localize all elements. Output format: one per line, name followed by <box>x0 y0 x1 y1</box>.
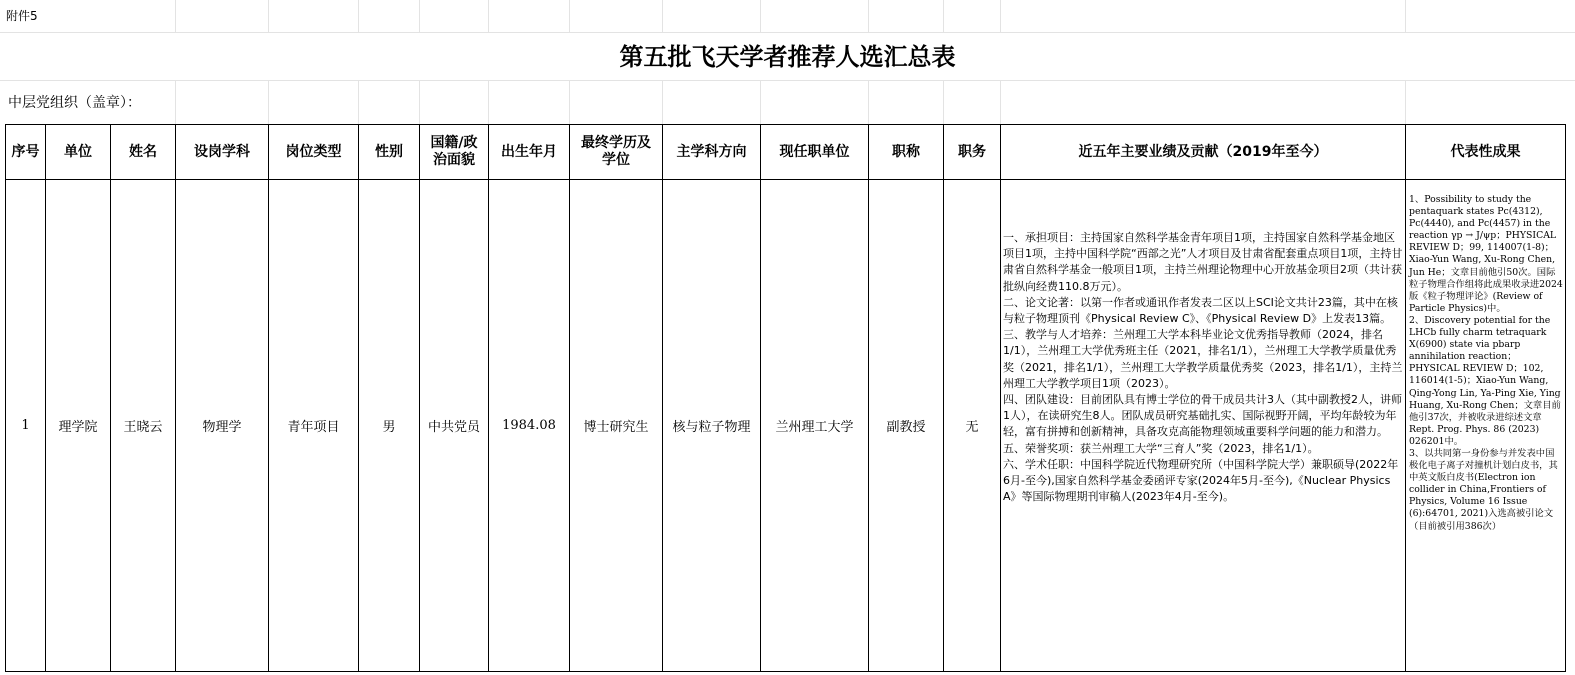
grid-line <box>662 0 663 32</box>
cell-representative-outputs <box>1406 180 1566 672</box>
header-gender: 性别 <box>359 125 420 180</box>
grid-line <box>358 0 359 32</box>
cell-degree: 博士研究生 <box>570 180 663 672</box>
grid-line <box>268 0 269 32</box>
cell-achievements <box>1001 180 1406 672</box>
grid-line <box>943 80 944 124</box>
achievement-paragraph: 三、教学与人才培养：兰州理工大学本科毕业论文优秀指导教师（2024，排名1/1），兰州理工大学优秀班主任（2021，排名1/1），兰州理工大学教学质量优秀奖（2021，排名1/1），兰州理工大学教学质量优秀奖（2023，排名1/1），主持兰州理工大学教学项目1项（2023）。 <box>1003 328 1403 390</box>
grid-line <box>868 80 869 124</box>
header-discipline: 设岗学科 <box>176 125 269 180</box>
candidate-summary-table <box>5 124 1566 672</box>
achievement-paragraph: 五、荣誉奖项：获兰州理工大学“三育人”奖（2023，排名1/1）。 <box>1003 441 1319 455</box>
cell-field: 核与粒子物理 <box>663 180 761 672</box>
header-employer: 现任职单位 <box>761 125 869 180</box>
grid-line <box>1000 80 1001 124</box>
grid-line <box>175 0 176 32</box>
grid-line <box>943 0 944 32</box>
grid-line <box>268 80 269 124</box>
cell-unit: 理学院 <box>46 180 111 672</box>
grid-line <box>569 0 570 32</box>
grid-line <box>0 32 1575 33</box>
header-field: 主学科方向 <box>663 125 761 180</box>
header-unit: 单位 <box>46 125 111 180</box>
grid-line <box>868 0 869 32</box>
output-item: 3、以共同第一身份参与并发表中国极化电子离子对撞机计划白皮书，其中英文版白皮书(Electron ion collider in China,Frontiers of Physics, Volume 16 Issue (6):64701, 2021)入选高被引论文（目前被引用386次） <box>1409 447 1558 532</box>
grid-line <box>0 80 1575 81</box>
grid-line <box>175 80 176 124</box>
page-title: 第五批飞天学者推荐人选汇总表 <box>619 42 956 71</box>
grid-line <box>419 80 420 124</box>
header-name: 姓名 <box>111 125 176 180</box>
cell-position: 无 <box>944 180 1001 672</box>
output-item: 1、Possibility to study the pentaquark states Pc(4312), Pc(4440), and Pc(4457) in the reaction γp → J/ψp；PHYSICAL REVIEW D；99, 114007(1-8)；Xiao-Yun Wang, Xu-Rong Chen, Jun He；文章目前他引50次。国际粒子物理合作组将此成果收录进2024版《粒子物理评论》(Review of Particle Physics)中。 <box>1409 194 1563 314</box>
cell-employer: 兰州理工大学 <box>761 180 869 672</box>
grid-line <box>419 0 420 32</box>
organization-stamp-label: 中层党组织（盖章）： <box>8 95 141 111</box>
header-nationality: 国籍/政治面貌 <box>420 125 489 180</box>
cell-nationality: 中共党员 <box>420 180 489 672</box>
cell-birth: 1984.08 <box>489 180 570 672</box>
header-achievements: 近五年主要业绩及贡献（2019年至今） <box>1001 125 1406 180</box>
grid-line <box>760 0 761 32</box>
grid-line <box>1000 0 1001 32</box>
cell-gender: 男 <box>359 180 420 672</box>
grid-line <box>760 80 761 124</box>
header-birth: 出生年月 <box>489 125 570 180</box>
grid-line <box>358 80 359 124</box>
grid-line <box>662 80 663 124</box>
grid-line <box>488 0 489 32</box>
table-header-row <box>6 125 1566 180</box>
grid-line <box>488 80 489 124</box>
achievement-paragraph: 六、学术任职：中国科学院近代物理研究所（中国科学院大学）兼职硕导(2022年6月-至今),国家自然科学基金委函评专家(2024年5月-至今),《Nuclear Physics A》等国际物理期刊审稿人(2023年4月-至今)。 <box>1003 457 1399 504</box>
output-item: 2、Discovery potential for the LHCb fully charm tetraquark X(6900) state via pbarp annihilation reaction；PHYSICAL REVIEW D；102, 116014(1-5)；Xiao-Yun Wang, Qing-Yong Lin, Ya-Ping Xie, Ying Huang, Xu-Rong Chen；文章目前他引37次，并被收录进综述文章Rept. Prog. Phys. 86 (2023) 026201中。 <box>1409 314 1561 447</box>
header-seq: 序号 <box>6 125 46 180</box>
cell-post-type: 青年项目 <box>269 180 359 672</box>
cell-name: 王晓云 <box>111 180 176 672</box>
achievement-paragraph: 二、论文论著：以第一作者或通讯作者发表二区以上SCI论文共计23篇，其中在核与粒子物理顶刊《Physical Review C》、《Physical Review D》上发表13篇。 <box>1003 295 1398 326</box>
header-degree: 最终学历及学位 <box>570 125 663 180</box>
achievement-paragraph: 四、团队建设：目前团队具有博士学位的骨干成员共计3人（其中副教授2人，讲师1人），在读研究生8人。团队成员研究基础扎实、国际视野开阔，平均年龄较为年轻，富有拼搏和创新精神，具备攻克高能物理领域重要科学问题的能力和潜力。 <box>1003 393 1402 439</box>
table-row <box>6 180 1566 672</box>
grid-line <box>1405 80 1406 124</box>
grid-line <box>569 80 570 124</box>
header-position: 职务 <box>944 125 1001 180</box>
header-title: 职称 <box>869 125 944 180</box>
cell-seq: 1 <box>6 180 46 672</box>
header-outputs: 代表性成果 <box>1406 125 1566 180</box>
achievement-paragraph: 一、承担项目：主持国家自然科学基金青年项目1项，主持国家自然科学基金地区项目1项，主持中国科学院“西部之光”人才项目及甘肃省配套重点项目1项，主持甘肃省自然科学基金一般项目1项，主持兰州理论物理中心开放基金项目2项（共计获批纵向经费110.8万元）。 <box>1003 231 1403 293</box>
grid-line <box>1405 0 1406 32</box>
cell-discipline: 物理学 <box>176 180 269 672</box>
cell-title: 副教授 <box>869 180 944 672</box>
attachment-note: 附件5 <box>6 9 38 23</box>
header-post-type: 岗位类型 <box>269 125 359 180</box>
